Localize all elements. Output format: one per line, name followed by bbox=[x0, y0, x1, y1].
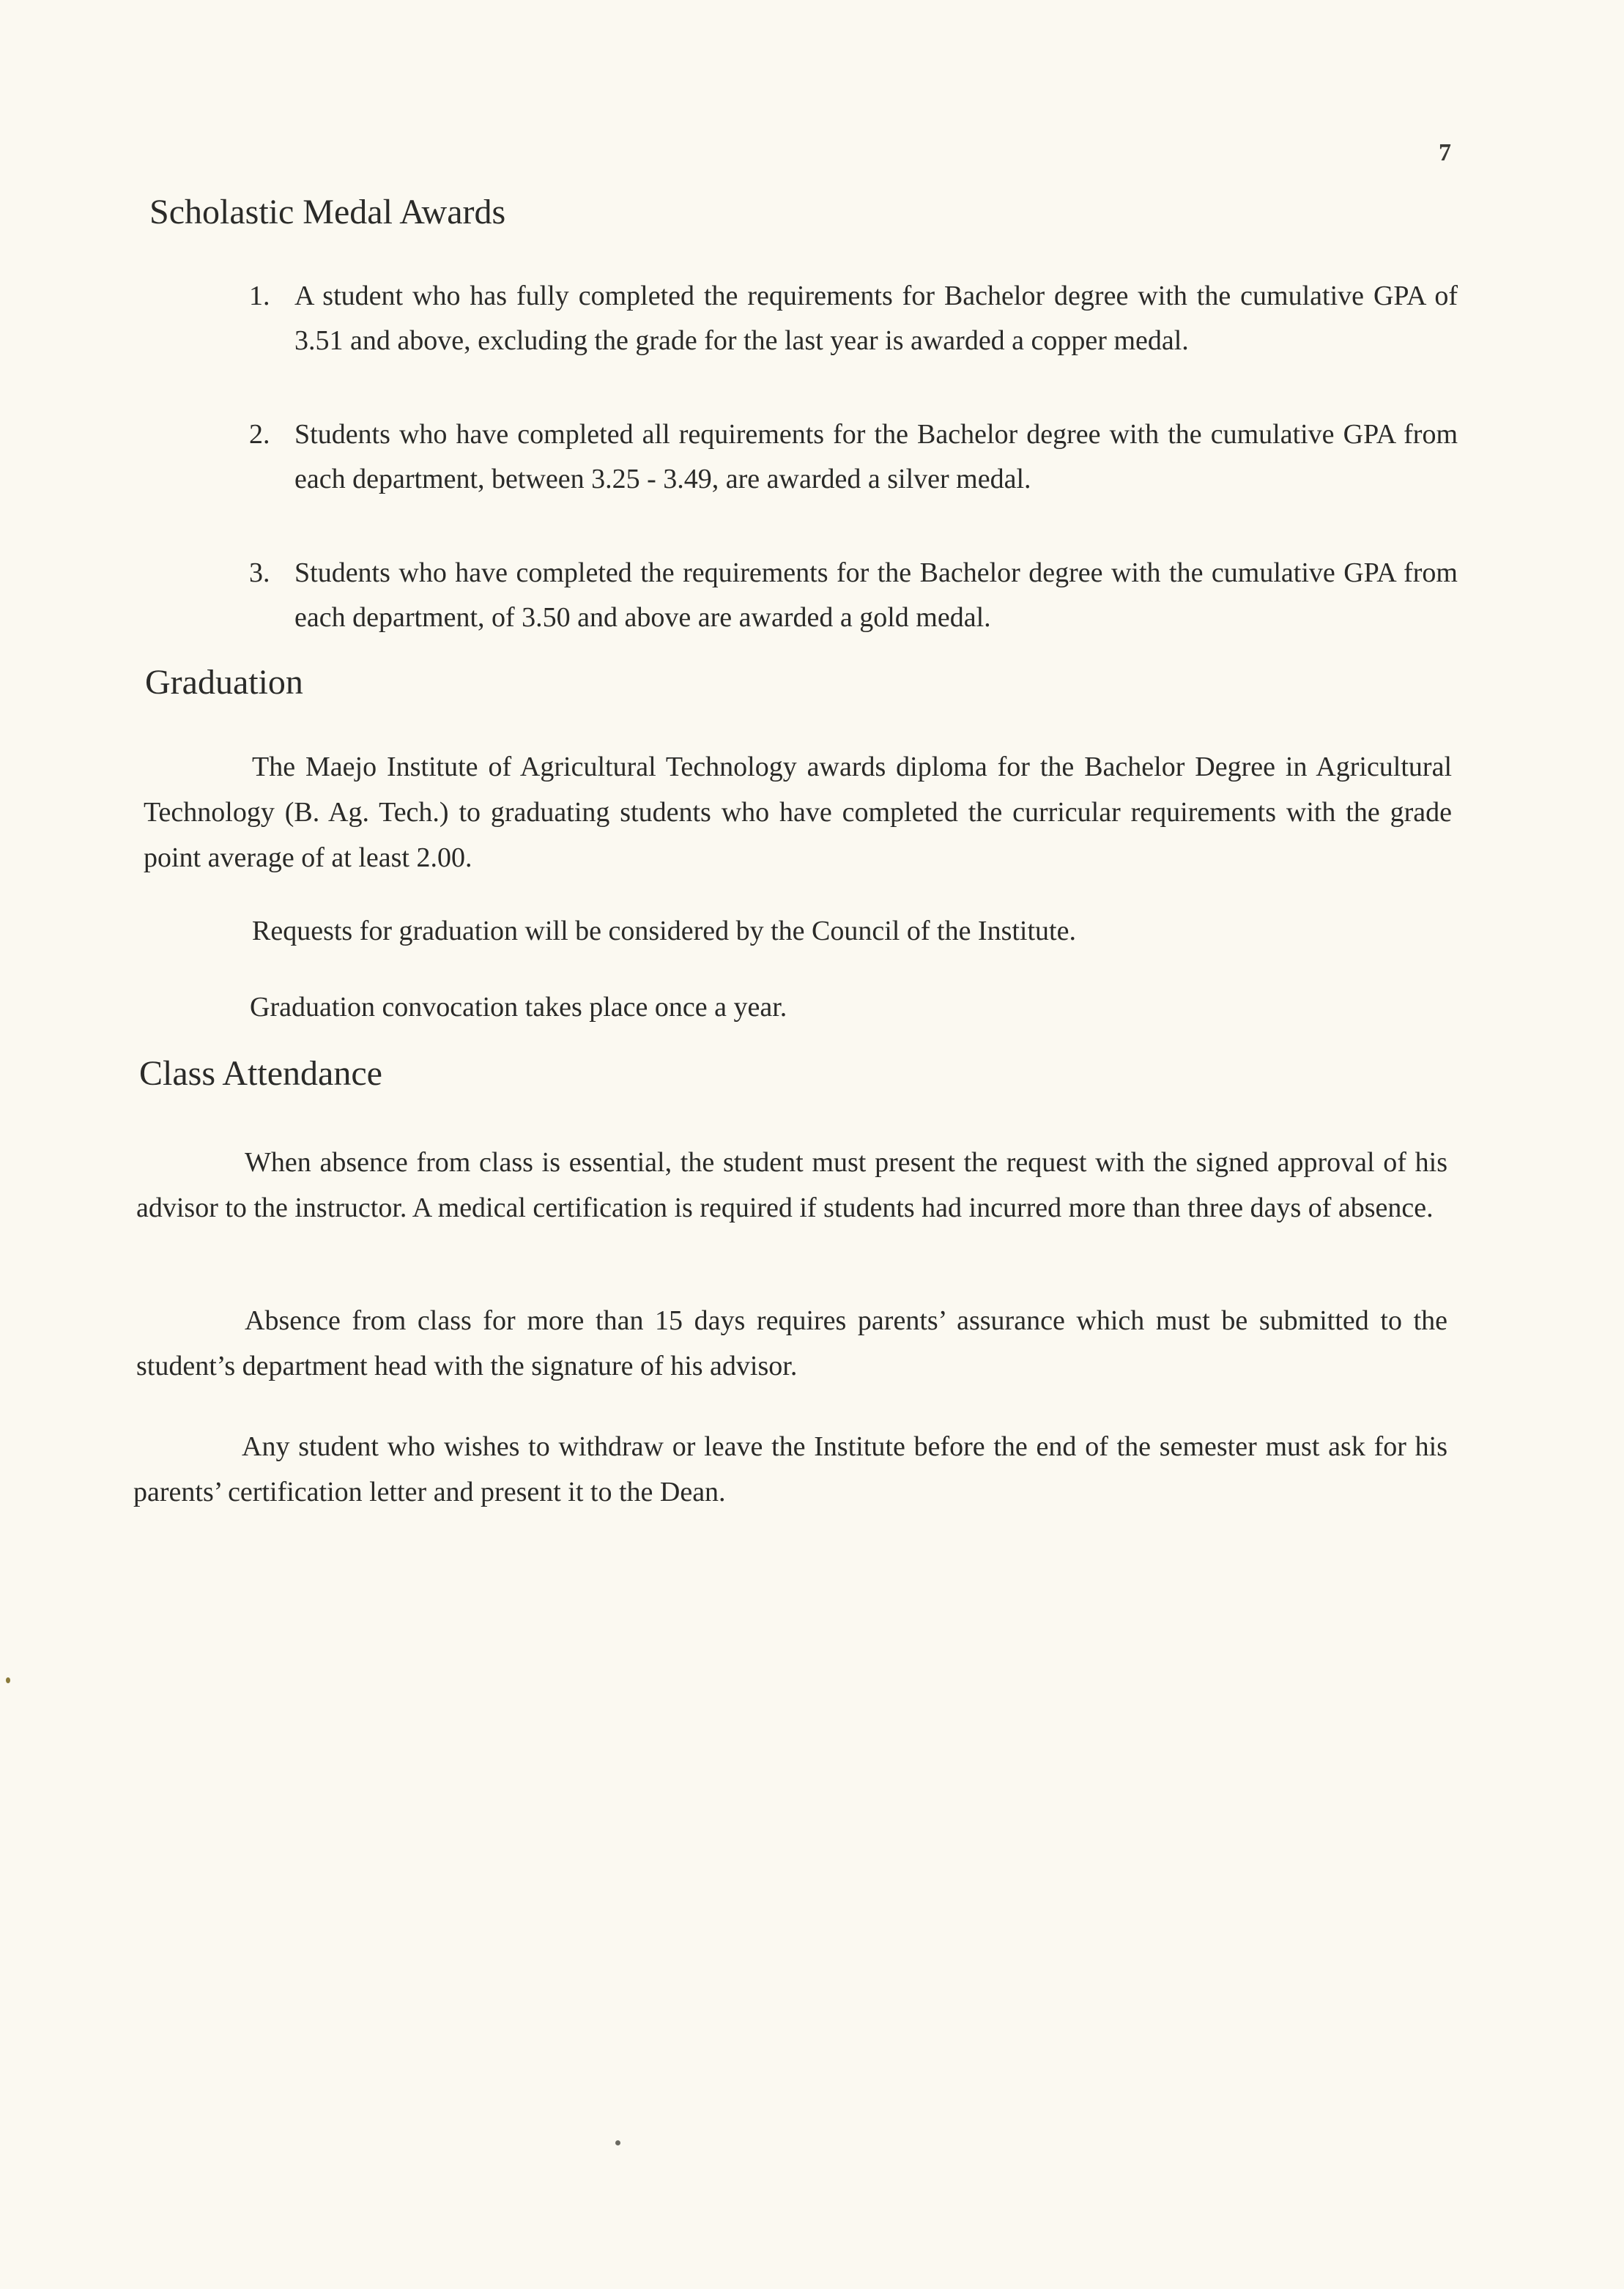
list-item bbox=[249, 551, 1458, 640]
attendance-paragraph: Absence from class for more than 15 days requires parents’ assurance which must be submitted to the student’s department head with the signature of his advisor. bbox=[136, 1305, 1447, 1381]
list-item-number: 1. bbox=[249, 281, 270, 311]
list-item-text: Students who have completed the requirements for the Bachelor degree with the cumulative GPA from each department, of 3.50 and above are awarded a gold medal. bbox=[294, 557, 1458, 633]
graduation-paragraph: Requests for graduation will be considered by the Council of the Institute. bbox=[252, 916, 1076, 946]
list-item-text: A student who has fully completed the requirements for Bachelor degree with the cumulative GPA of 3.51 and above, excluding the grade for the last year is awarded a copper medal. bbox=[294, 281, 1458, 356]
list-item bbox=[249, 274, 1458, 363]
attendance-paragraph: Any student who wishes to withdraw or leave the Institute before the end of the semester must ask for his parents’ certification letter and present it to the Dean. bbox=[133, 1431, 1447, 1507]
class-attendance-heading: Class Attendance bbox=[139, 1054, 382, 1093]
scan-speck bbox=[6, 1677, 10, 1683]
graduation-paragraph: The Maejo Institute of Agricultural Technology awards diploma for the Bachelor Degree in Agricultural Technology (B. Ag. Tech.) to graduating students who have completed the curricular requirements with the grade point average of at least 2.00. bbox=[144, 752, 1452, 873]
list-item-text: Students who have completed all requirements for the Bachelor degree with the cumulative GPA from each department, between 3.25 - 3.49, are awarded a silver medal. bbox=[294, 419, 1458, 494]
graduation-paragraph: Graduation convocation takes place once a year. bbox=[250, 992, 787, 1023]
scan-speck bbox=[615, 2140, 620, 2145]
list-item-number: 3. bbox=[249, 557, 270, 588]
list-item bbox=[249, 412, 1458, 502]
page-number: 7 bbox=[1439, 139, 1451, 166]
graduation-heading: Graduation bbox=[145, 663, 303, 702]
attendance-paragraph: When absence from class is essential, the student must present the request with the signed approval of his advisor to the instructor. A medical certification is required if students had incurred more than three days of absence. bbox=[136, 1147, 1447, 1223]
list-item-number: 2. bbox=[249, 419, 270, 450]
scholastic-medal-awards-heading: Scholastic Medal Awards bbox=[149, 193, 506, 231]
